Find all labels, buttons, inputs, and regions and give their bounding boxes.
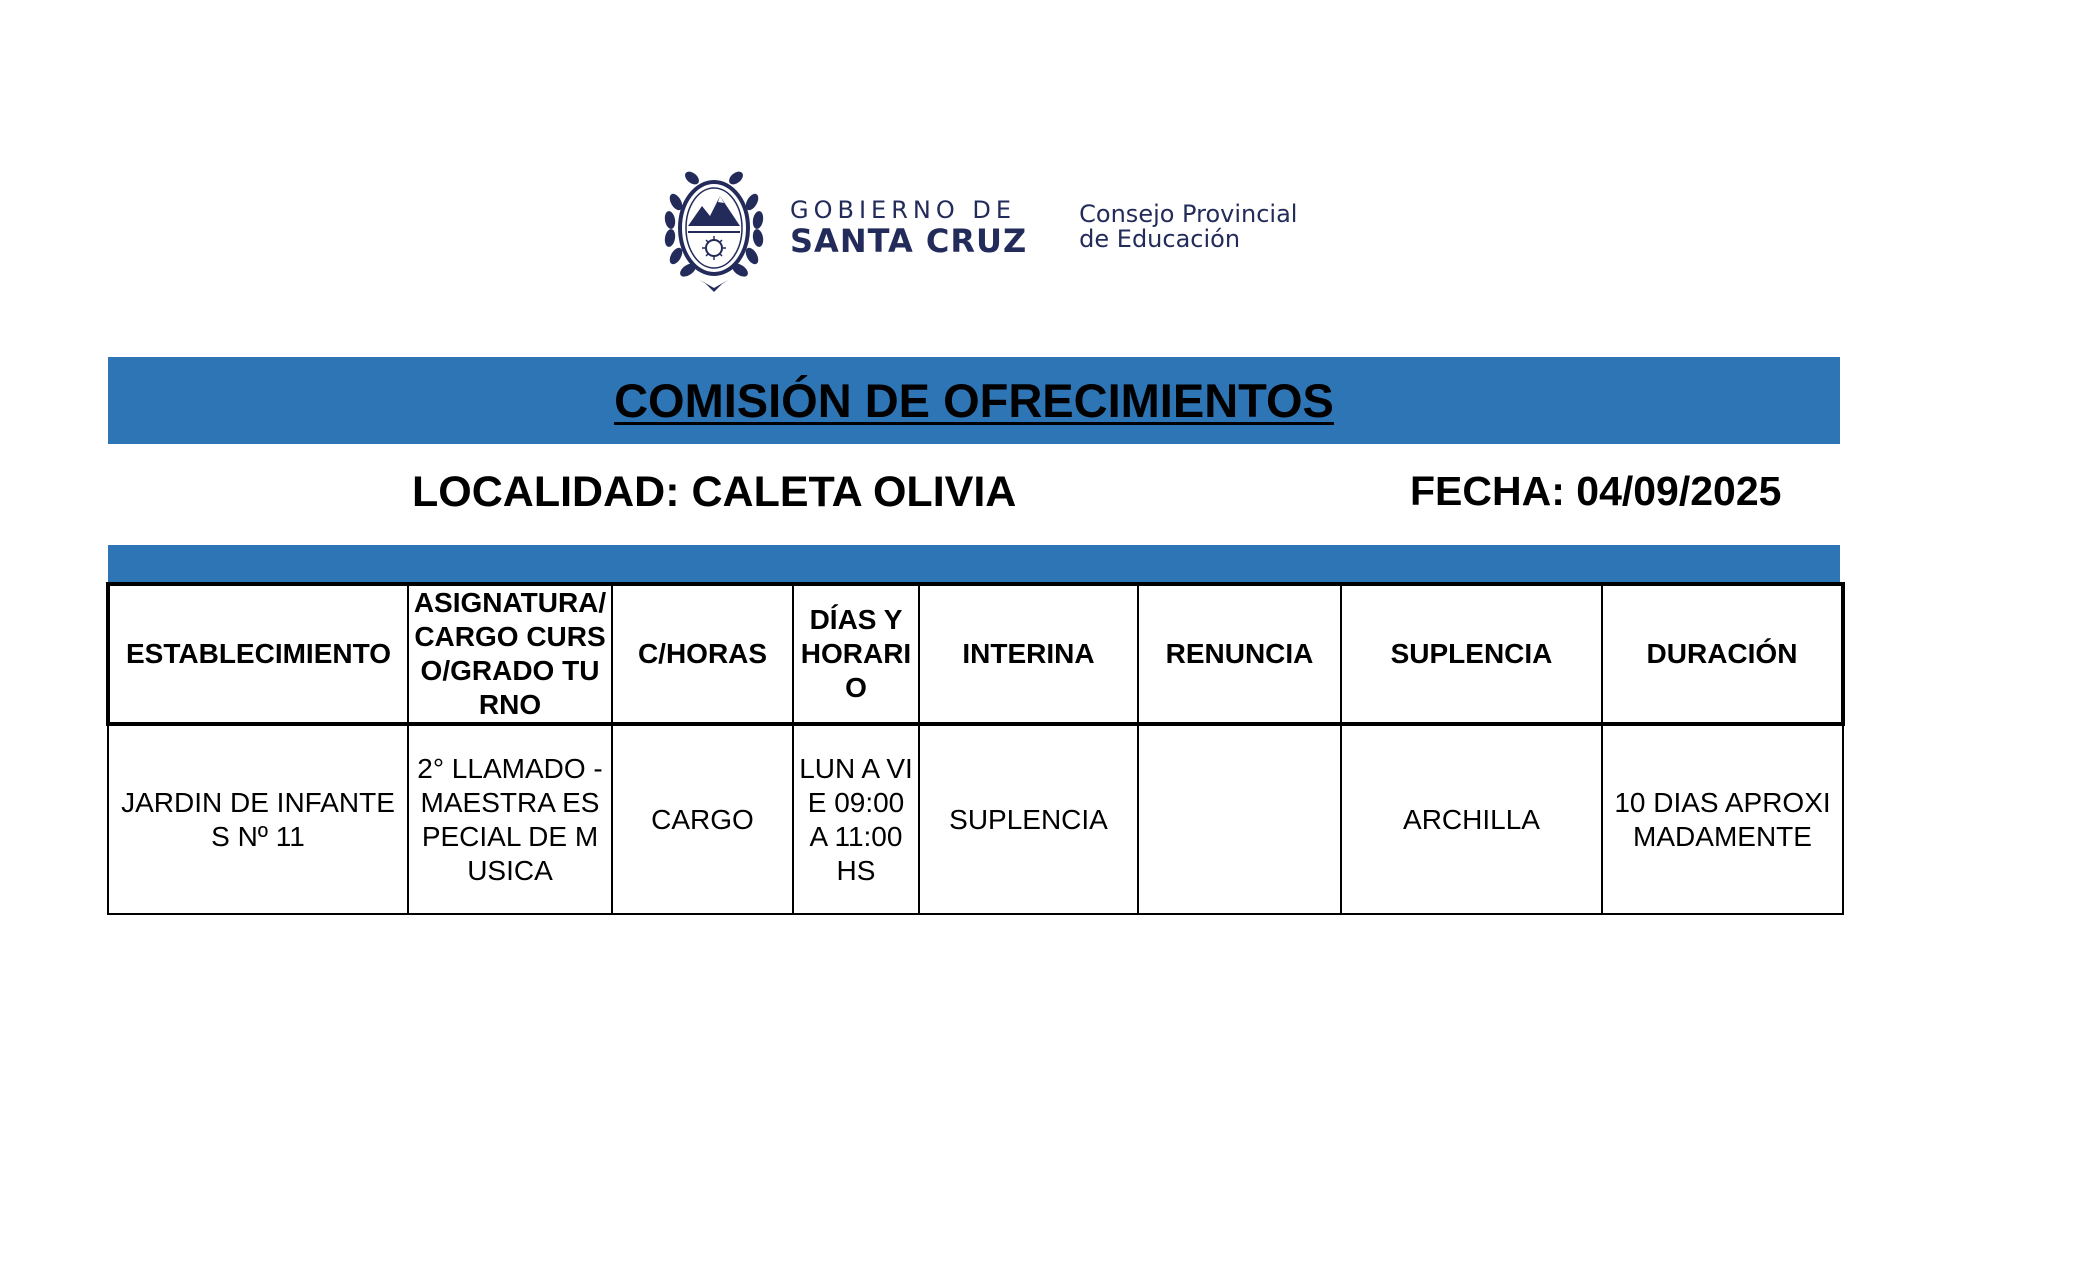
government-line-2: SANTA CRUZ (790, 222, 1028, 260)
council-name (1079, 202, 1297, 252)
localidad-label: LOCALIDAD: CALETA OLIVIA (412, 468, 1017, 516)
government-name (790, 196, 1027, 258)
table-row (108, 724, 1843, 914)
table-header-row (108, 584, 1843, 724)
cell-dias-horario: LUN A VIE 09:00 A 11:00 HS (793, 724, 919, 914)
cell-establecimiento: JARDIN DE INFANTES Nº 11 (108, 724, 408, 914)
header-choras: C/HORAS (612, 584, 793, 724)
header-dias-horario: DÍAS Y HORARIO (793, 584, 919, 724)
fecha-label: FECHA: 04/09/2025 (1410, 468, 1782, 514)
header-suplencia: SUPLENCIA (1341, 584, 1602, 724)
header-interina: INTERINA (919, 584, 1138, 724)
cell-duracion: 10 DIAS APROXIMADAMENTE (1602, 724, 1843, 914)
cell-asignatura: 2° LLAMADO - MAESTRA ESPECIAL DE MUSICA (408, 724, 612, 914)
table-top-band (108, 545, 1840, 582)
provincial-seal-icon (662, 162, 766, 292)
cell-renuncia (1138, 724, 1341, 914)
header-asignatura: ASIGNATURA/ CARGO CURSO/GRADO TURNO (408, 584, 612, 724)
government-line-1: GOBIERNO DE (790, 196, 1016, 224)
offers-table (106, 582, 1845, 915)
council-line-2: de Educación (1079, 225, 1241, 253)
header-renuncia: RENUNCIA (1138, 584, 1341, 724)
header-establecimiento: ESTABLECIMIENTO (108, 584, 408, 724)
cell-interina: SUPLENCIA (919, 724, 1138, 914)
cell-suplencia: ARCHILLA (1341, 724, 1602, 914)
header-logo (662, 162, 1297, 292)
council-line-1: Consejo Provincial (1079, 200, 1298, 228)
page-title: COMISIÓN DE OFRECIMIENTOS (614, 374, 1334, 427)
title-band (108, 357, 1840, 444)
header-duracion: DURACIÓN (1602, 584, 1843, 724)
cell-choras: CARGO (612, 724, 793, 914)
